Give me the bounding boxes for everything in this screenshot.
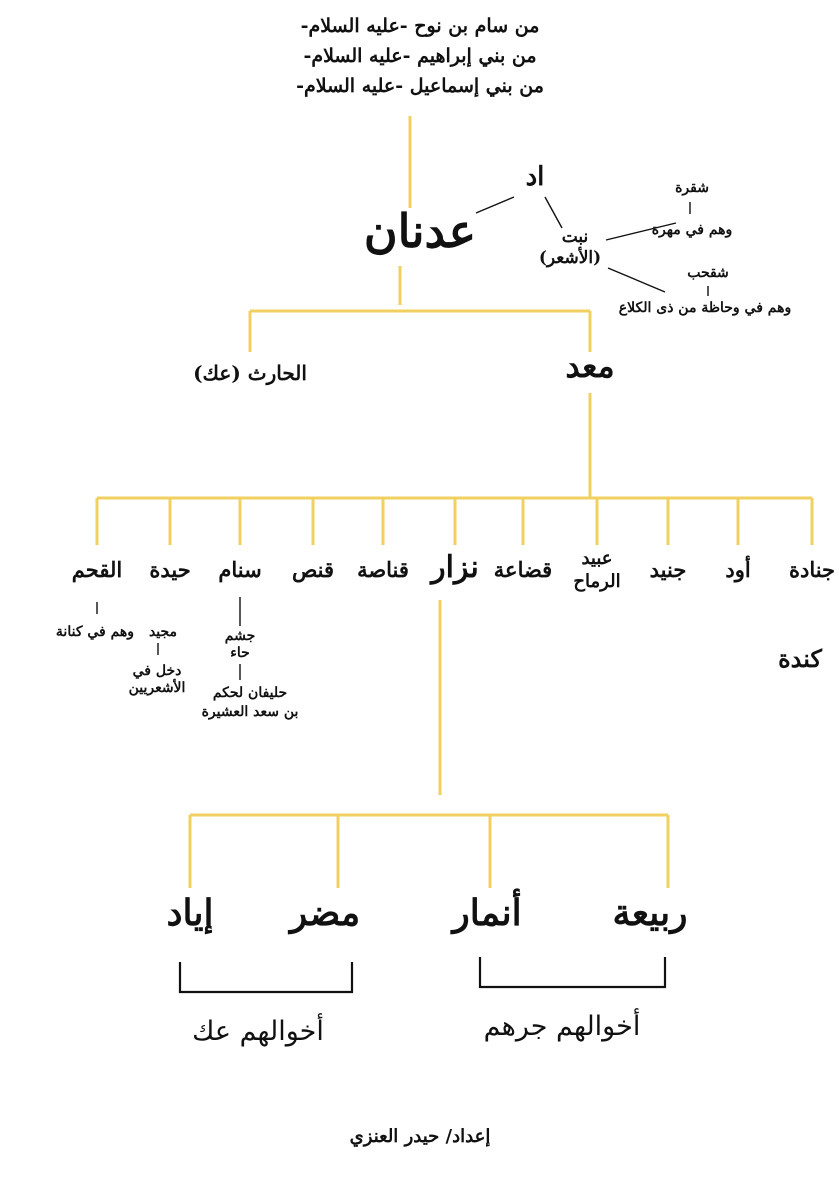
bracket-jurhum	[480, 957, 665, 987]
node-nabt-alias: (الأشعر)	[538, 248, 602, 268]
nizar-son-rabia: ربيعة	[612, 892, 688, 934]
son-ubayd-line1: عبيد	[581, 548, 613, 569]
nizar-son-anmar: أنمار	[452, 892, 522, 934]
son-qunasa: قناصة	[357, 557, 409, 582]
line-udd-nabt	[545, 197, 562, 228]
line-nabt-shaqhab	[608, 268, 665, 292]
son-junayd: جنيد	[649, 557, 687, 582]
note-sinan-4: بن سعد العشيرة	[201, 704, 299, 720]
son-qahm: القحم	[71, 557, 123, 582]
note-sinan-1: جشم	[224, 628, 256, 644]
maternal-akk: أخوالهم عك	[192, 1016, 324, 1047]
son-hayda: حيدة	[149, 557, 191, 582]
note-shaqhab: وهم في وحاظة من ذى الكلاع	[618, 300, 792, 316]
nizar-son-mudar: مضر	[289, 892, 361, 934]
root-adnan: عدنان	[363, 204, 477, 258]
note-hayda-2: دخل في	[132, 663, 182, 679]
son-junada: جنادة	[788, 557, 836, 582]
son-ubayd-line2: الرماح	[573, 571, 621, 592]
header-line-1: من سام بن نوح -عليه السلام-	[300, 15, 540, 37]
note-sinan-2: حاء	[230, 645, 250, 661]
note-kinda: كندة	[778, 644, 822, 673]
header-line-2: من بني إبراهيم -عليه السلام-	[303, 45, 537, 67]
header-line-3: من بني إسماعيل -عليه السلام-	[296, 75, 544, 97]
bracket-akk	[180, 962, 352, 992]
son-qanas: قنص	[291, 557, 335, 582]
son-sinan: سنام	[218, 557, 262, 582]
maternal-jurhum: أخوالهم جرهم	[483, 1011, 641, 1042]
nizar-son-iyad: إياد	[166, 892, 214, 934]
note-hayda-1: مجيد	[148, 624, 178, 640]
son-nizar: نزار	[431, 550, 479, 585]
note-sinan-3: حليفان لحكم	[212, 685, 288, 701]
credit: إعداد/ حيدر العنزي	[349, 1126, 491, 1147]
node-maad: معد	[565, 347, 615, 385]
son-awd: أود	[725, 557, 751, 582]
note-hayda-3: الأشعريين	[128, 680, 186, 696]
note-shuqra: وهم في مهرة	[651, 222, 733, 238]
line-udd-root	[476, 197, 514, 213]
son-qudaa: قضاعة	[493, 557, 553, 582]
node-shaqhab: شقحب	[687, 265, 729, 281]
node-nabt: نبت	[561, 227, 589, 247]
node-harith: الحارث (عك)	[193, 361, 307, 385]
note-qahm: وهم في كنانة	[55, 624, 135, 640]
node-udd: اد	[525, 162, 545, 192]
node-shuqra: شقرة	[675, 180, 709, 196]
